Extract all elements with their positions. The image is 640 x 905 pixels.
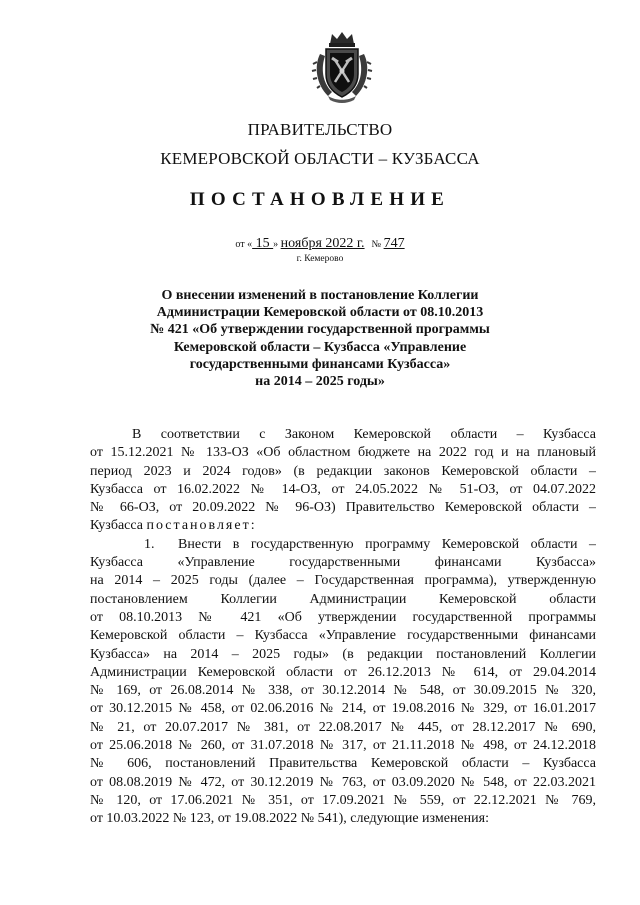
subject-line: на 2014 – 2025 годы» bbox=[255, 374, 385, 390]
body-line: В соответствии с Законом Кемеровской области – Кузбасса bbox=[132, 427, 596, 442]
subject-line: № 421 «Об утверждении государственной программы bbox=[150, 322, 490, 338]
body-line: Кузбасса от 16.02.2022 № 14-ОЗ, от 24.05.2022 № 51-ОЗ, от 04.07.2022 bbox=[90, 481, 596, 497]
body-text: Кузбасса bbox=[90, 518, 147, 534]
body-line: Кемеровской области – Кузбасса «Управление государственными финансами bbox=[90, 628, 596, 644]
body-line: от 15.12.2021 № 133-ОЗ «Об областном бюджете на 2022 год и на плановый bbox=[90, 445, 596, 461]
city-name: г. Кемерово bbox=[296, 254, 344, 264]
date-mid: » bbox=[273, 239, 281, 250]
document-subject bbox=[100, 287, 540, 390]
item-number: 1. bbox=[144, 536, 155, 552]
body-line: на 2014 – 2025 годы (далее – Государственная программа), утвержденную bbox=[90, 573, 596, 589]
body-line: от 10.03.2022 № 123, от 19.08.2022 № 541), следующие изменения: bbox=[90, 811, 489, 827]
body-line: от 08.10.2013 № 421 «Об утверждении государственной программы bbox=[90, 609, 596, 625]
number-prefix: № bbox=[371, 239, 384, 250]
body-line: № 21, от 20.07.2017 № 381, от 22.08.2017 № 445, от 28.12.2017 № 690, bbox=[90, 719, 596, 735]
government-name-line1: ПРАВИТЕЛЬСТВО bbox=[247, 120, 393, 139]
date-number-line bbox=[0, 236, 640, 252]
body-line: № 169, от 26.08.2014 № 338, от 30.12.2014 № 548, от 30.09.2015 № 320, bbox=[90, 683, 596, 699]
date-prefix: от « bbox=[235, 239, 253, 250]
subject-line: О внесении изменений в постановление Коллегии bbox=[161, 288, 479, 303]
body-line: от 08.08.2019 № 472, от 30.12.2019 № 763, от 03.09.2020 № 548, от 22.03.2021 bbox=[90, 774, 596, 790]
document-type-title: ПОСТАНОВЛЕНИЕ bbox=[189, 189, 451, 210]
body-line bbox=[90, 517, 596, 535]
body-line: Администрации Кемеровской области от 26.12.2013 № 614, от 29.04.2014 bbox=[90, 664, 596, 680]
date-day: 15 bbox=[252, 236, 274, 251]
body-line: № 66-ОЗ, от 20.09.2022 № 96-ОЗ) Правительство Кемеровской области – bbox=[90, 500, 596, 516]
government-name-line2: КЕМЕРОВСКОЙ ОБЛАСТИ – КУЗБАССА bbox=[160, 149, 480, 168]
body-line: № 120, от 17.06.2021 № 351, от 17.09.2021 № 559, от 22.12.2021 № 769, bbox=[90, 792, 596, 808]
subject-line: Кемеровской области – Кузбасса «Управление bbox=[173, 339, 467, 355]
body-line: Кузбасса «Управление государственными финансами Кузбасса» bbox=[90, 555, 596, 571]
item-1-first-line bbox=[90, 536, 596, 554]
date-month-year: ноября 2022 г. bbox=[280, 236, 365, 251]
body-line: от 25.06.2018 № 260, от 31.07.2018 № 317, от 21.11.2018 № 498, от 24.12.2018 bbox=[90, 738, 596, 754]
body-line: № 606, постановлений Правительства Кемеровской области – Кузбасса bbox=[90, 756, 596, 772]
body-line: Кузбасса» на 2014 – 2025 годы» (в редакции постановлений Коллегии bbox=[90, 646, 596, 662]
document-body bbox=[90, 426, 596, 829]
body-text: Внести в государственную программу Кемеровской области – bbox=[178, 536, 596, 552]
resolves-word: постановляет: bbox=[146, 518, 257, 534]
document-number: 747 bbox=[383, 236, 405, 251]
coat-of-arms-emblem bbox=[310, 30, 374, 104]
subject-line: Администрации Кемеровской области от 08.10.2013 bbox=[156, 305, 484, 321]
body-line: период 2023 и 2024 годов» (в редакции законов Кемеровской области – bbox=[90, 463, 596, 479]
body-line: от 30.12.2015 № 458, от 02.06.2016 № 214, от 19.08.2016 № 329, от 16.01.2017 bbox=[90, 701, 596, 717]
subject-line: государственными финансами Кузбасса» bbox=[189, 356, 451, 372]
body-line: постановлением Коллегии Администрации Кемеровской области bbox=[90, 591, 596, 607]
